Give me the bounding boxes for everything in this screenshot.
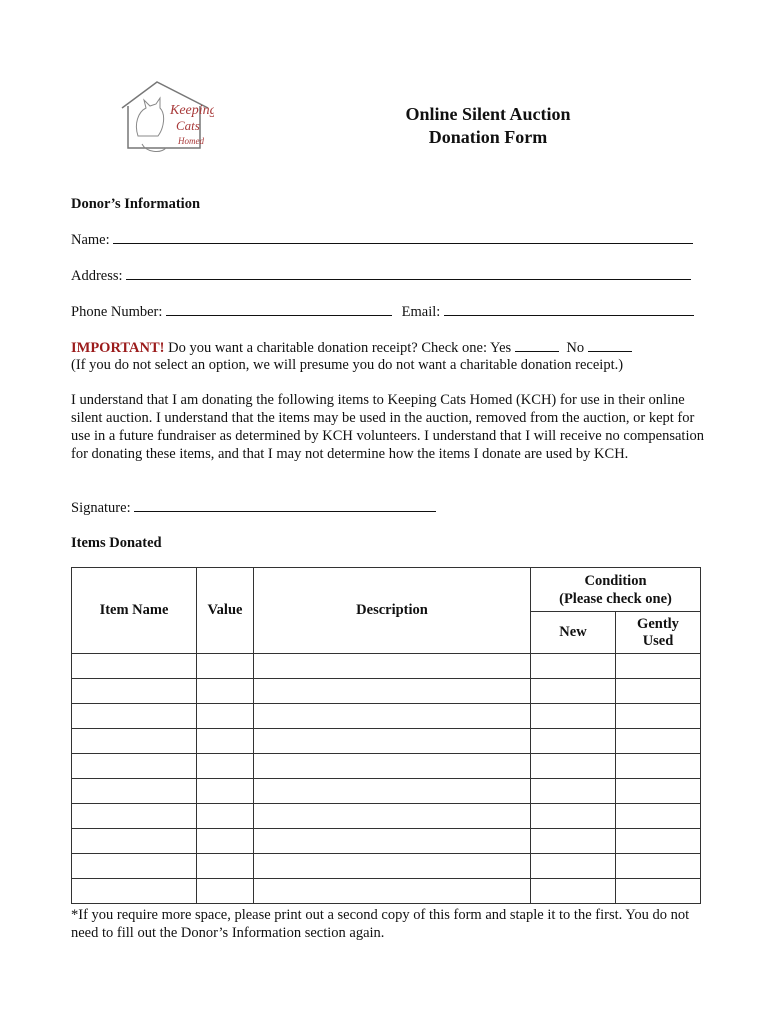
gently-used-cell[interactable] xyxy=(616,879,701,904)
address-row xyxy=(71,266,691,285)
important-label: IMPORTANT! xyxy=(71,340,165,356)
page-title xyxy=(360,103,616,149)
new-cell[interactable] xyxy=(531,729,616,754)
item-name-cell[interactable] xyxy=(72,854,197,879)
phone-field[interactable] xyxy=(166,302,392,316)
kch-logo xyxy=(116,78,214,164)
new-cell[interactable] xyxy=(531,829,616,854)
value-cell[interactable] xyxy=(197,854,254,879)
value-cell[interactable] xyxy=(197,879,254,904)
col-condition-line-2: (Please check one) xyxy=(559,590,672,607)
item-name-cell[interactable] xyxy=(72,704,197,729)
signature-label: Signature: xyxy=(71,500,131,516)
gently-used-cell[interactable] xyxy=(616,679,701,704)
gently-used-cell[interactable] xyxy=(616,829,701,854)
receipt-question xyxy=(71,338,632,357)
item-name-cell[interactable] xyxy=(72,804,197,829)
gently-used-cell[interactable] xyxy=(616,704,701,729)
item-name-cell[interactable] xyxy=(72,829,197,854)
signature-row xyxy=(71,498,436,517)
table-row xyxy=(72,879,701,904)
new-cell[interactable] xyxy=(531,704,616,729)
value-cell[interactable] xyxy=(197,779,254,804)
new-cell[interactable] xyxy=(531,779,616,804)
item-name-cell[interactable] xyxy=(72,879,197,904)
table-row xyxy=(72,854,701,879)
table-row xyxy=(72,704,701,729)
email-label: Email: xyxy=(401,304,441,320)
svg-text:Homed: Homed xyxy=(178,136,204,146)
new-cell[interactable] xyxy=(531,804,616,829)
value-cell[interactable] xyxy=(197,754,254,779)
description-cell[interactable] xyxy=(254,679,531,704)
col-item-name: Item Name xyxy=(72,568,197,654)
house-cat-logo-icon xyxy=(116,78,214,164)
value-cell[interactable] xyxy=(197,829,254,854)
footnote: *If you require more space, please print out a second copy of this form and staple it to the first. You do not need to fill out the Donor’s Information section again. xyxy=(71,907,690,941)
item-name-cell[interactable] xyxy=(72,729,197,754)
receipt-no-label: No xyxy=(566,340,588,356)
new-cell[interactable] xyxy=(531,879,616,904)
receipt-question-text: Do you want a charitable donation receipt? Check one: Yes xyxy=(164,340,515,356)
gently-used-cell[interactable] xyxy=(616,654,701,679)
agreement-paragraph: I understand that I am donating the following items to Keeping Cats Homed (KCH) for use in their online silent auction. I understand that the items may be used in the auction, removed from the auction, or kept for use in a future fundraiser as determined by KCH volunteers. I understand that I will receive no compensation for donating these items, and that I may not determine how the items I donate are used by KCH. xyxy=(71,392,704,462)
table-row xyxy=(72,754,701,779)
receipt-note: (If you do not select an option, we will presume you do not want a charitable donation receipt.) xyxy=(71,357,624,373)
value-cell[interactable] xyxy=(197,804,254,829)
value-cell[interactable] xyxy=(197,679,254,704)
col-new: New xyxy=(531,612,616,654)
gently-used-cell[interactable] xyxy=(616,854,701,879)
svg-text:Keeping: Keeping xyxy=(170,103,214,118)
col-value: Value xyxy=(197,568,254,654)
title-line-2: Donation Form xyxy=(428,127,548,147)
signature-field[interactable] xyxy=(134,498,436,512)
description-cell[interactable] xyxy=(254,754,531,779)
items-heading: Items Donated xyxy=(71,535,162,551)
table-row xyxy=(72,679,701,704)
value-cell[interactable] xyxy=(197,729,254,754)
col-gently-line-2: Used xyxy=(642,632,674,649)
description-cell[interactable] xyxy=(254,854,531,879)
receipt-yes-field[interactable] xyxy=(515,338,559,352)
table-row xyxy=(72,804,701,829)
new-cell[interactable] xyxy=(531,754,616,779)
gently-used-cell[interactable] xyxy=(616,804,701,829)
description-cell[interactable] xyxy=(254,804,531,829)
description-cell[interactable] xyxy=(254,879,531,904)
description-cell[interactable] xyxy=(254,704,531,729)
item-name-cell[interactable] xyxy=(72,679,197,704)
address-field[interactable] xyxy=(126,266,691,280)
description-cell[interactable] xyxy=(254,654,531,679)
item-name-cell[interactable] xyxy=(72,754,197,779)
description-cell[interactable] xyxy=(254,779,531,804)
email-field[interactable] xyxy=(444,302,694,316)
col-condition xyxy=(531,568,701,612)
value-cell[interactable] xyxy=(197,704,254,729)
name-label: Name: xyxy=(71,232,110,248)
phone-email-row xyxy=(71,302,694,321)
name-row xyxy=(71,230,693,249)
value-cell[interactable] xyxy=(197,654,254,679)
item-name-cell[interactable] xyxy=(72,654,197,679)
description-cell[interactable] xyxy=(254,729,531,754)
items-table xyxy=(71,567,701,904)
new-cell[interactable] xyxy=(531,854,616,879)
table-row xyxy=(72,654,701,679)
col-gently-used xyxy=(616,612,701,654)
address-label: Address: xyxy=(71,268,123,284)
gently-used-cell[interactable] xyxy=(616,729,701,754)
phone-label: Phone Number: xyxy=(71,304,163,320)
table-row xyxy=(72,829,701,854)
title-line-1: Online Silent Auction xyxy=(405,104,571,124)
col-description: Description xyxy=(254,568,531,654)
gently-used-cell[interactable] xyxy=(616,754,701,779)
receipt-no-field[interactable] xyxy=(588,338,632,352)
col-gently-line-1: Gently xyxy=(637,615,679,632)
svg-text:Cats: Cats xyxy=(176,118,200,133)
donor-info-heading: Donor’s Information xyxy=(71,196,201,212)
gently-used-cell[interactable] xyxy=(616,779,701,804)
col-condition-line-1: Condition xyxy=(584,572,647,589)
item-name-cell[interactable] xyxy=(72,779,197,804)
table-row xyxy=(72,779,701,804)
description-cell[interactable] xyxy=(254,829,531,854)
table-row xyxy=(72,729,701,754)
new-cell[interactable] xyxy=(531,654,616,679)
name-field[interactable] xyxy=(113,230,693,244)
new-cell[interactable] xyxy=(531,679,616,704)
